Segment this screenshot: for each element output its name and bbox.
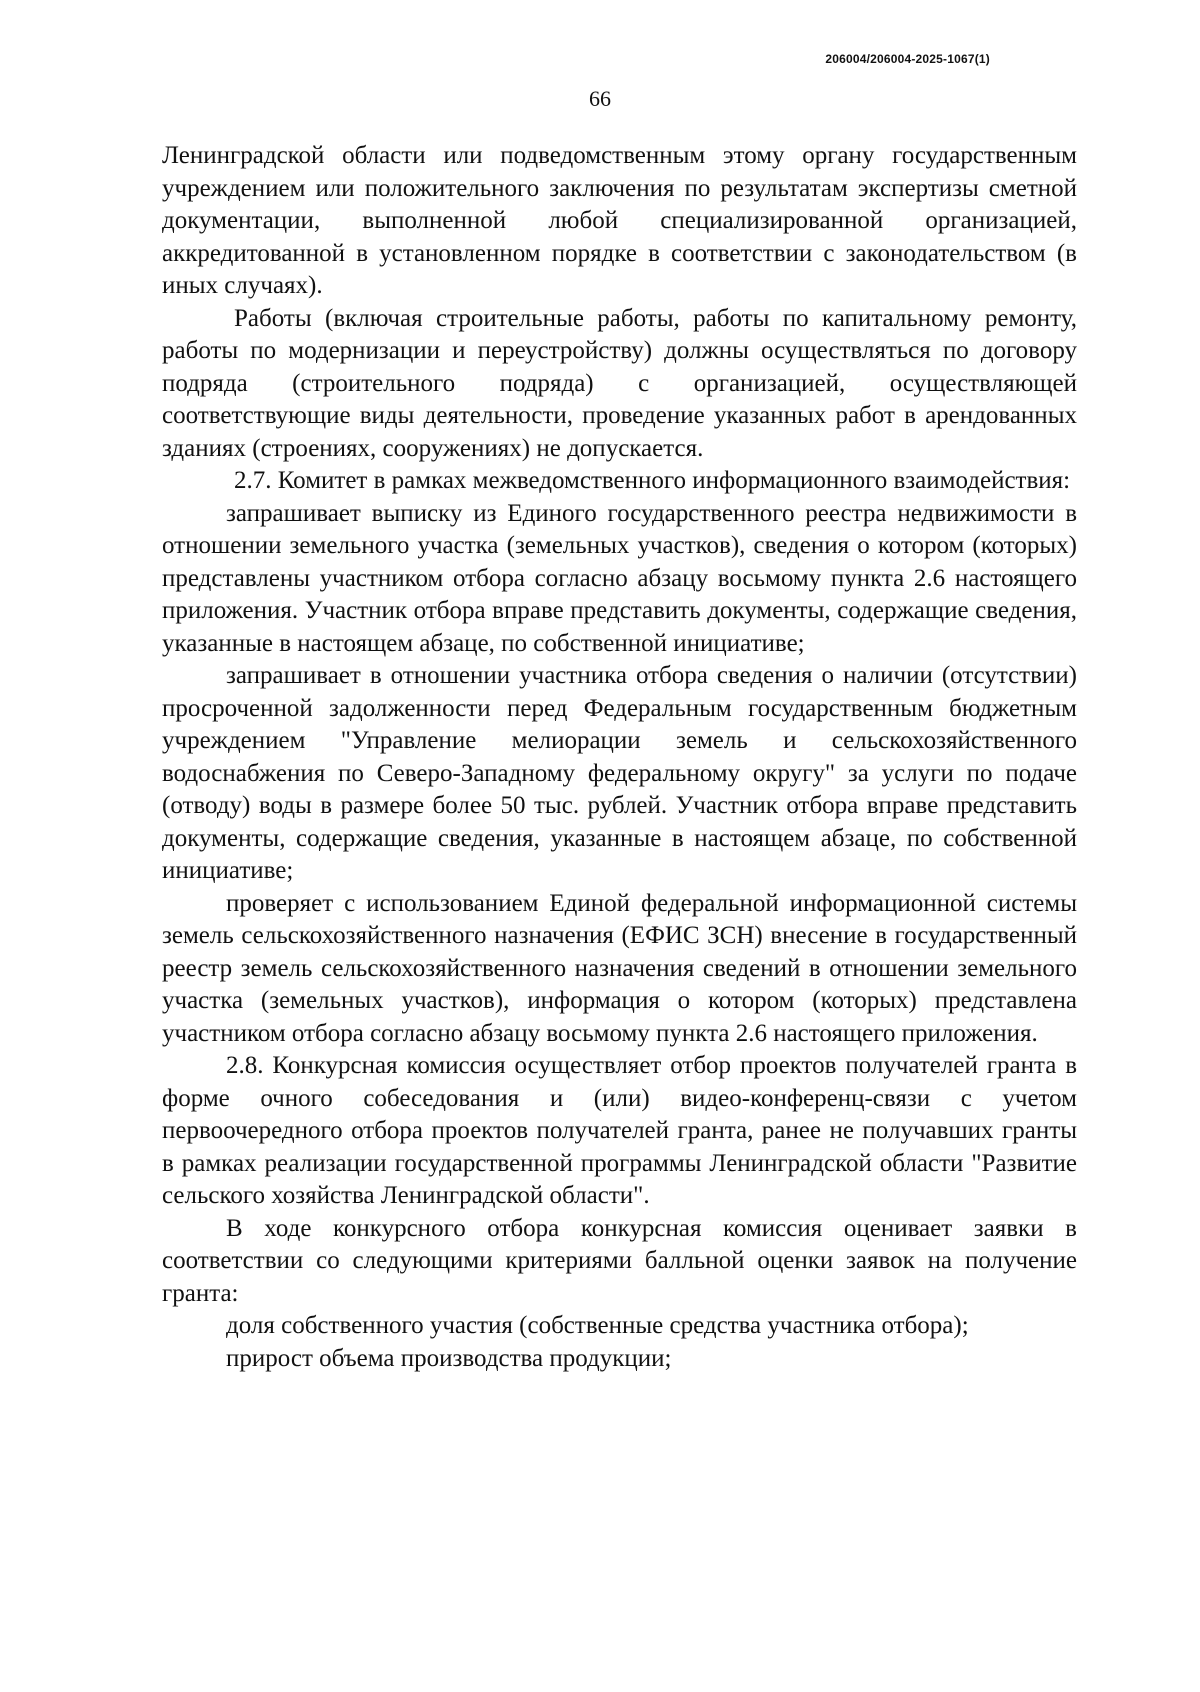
paragraph-2-7: 2.7. Комитет в рамках межведомственного информационного взаимодействия: (234, 467, 1071, 494)
paragraph-works: Работы (включая строительные работы, работы по капитальному ремонту, работы по модернизации и переустройству) должны осуществляться по договору подряда (строительного подряда) с организацией, осуществляющей соответствующие виды деятельности, проведение указанных работ в арендованных зданиях (строениях, сооружениях) не допускается. (162, 304, 1077, 462)
document-body (162, 140, 1077, 1375)
paragraph-continuation: Ленинградской области или подведомственным этому органу государственным учреждением или положительного заключения по результатам экспертизы сметной документации, выполненной любой специализированной организацией, аккредитованной в установленном порядке в соответствии с законодательством (в иных случаях). (162, 142, 1077, 299)
paragraph-2-8: 2.8. Конкурсная комиссия осуществляет отбор проектов получателей гранта в форме очного собеседования и (или) видео-конференц-связи с учетом первоочередного отбора проектов получателей гранта, ранее не получавших гранты в рамках реализации государственной программы Ленинградской области "Развитие сельского хозяйства Ленинградской области". (162, 1052, 1077, 1209)
paragraph-debt-request: запрашивает в отношении участника отбора сведения о наличии (отсутствии) просроченной задолженности перед Федеральным государственным бюджетным учреждением "Управление мелиорации земель и сельскохозяйственного водоснабжения по Северо-Западному федеральному округу" за услуги по подаче (отводу) воды в размере более 50 тыс. рублей. Участник отбора вправе представить документы, содержащие сведения, указанные в настоящем абзаце, по собственной инициативе; (162, 662, 1077, 884)
paragraph-efis-check: проверяет с использованием Единой федеральной информационной системы земель сельскохозяйственного назначения (ЕФИС ЗСН) внесение в государственный реестр земель сельскохозяйственного назначения сведений в отношении земельного участка (земельных участков), информация о котором (которых) представлена участником отбора согласно абзацу восьмому пункта 2.6 настоящего приложения. (162, 889, 1077, 1047)
document-id: 206004/206004-2025-1067(1) (825, 52, 990, 66)
criterion-production-growth: прирост объема производства продукции; (226, 1344, 672, 1372)
criterion-own-share: доля собственного участия (собственные средства участника отбора); (226, 1312, 969, 1339)
page-number: 66 (589, 86, 611, 111)
paragraph-criteria-intro: В ходе конкурсного отбора конкурсная комиссия оценивает заявки в соответствии со следующими критериями балльной оценки заявок на получение гранта: (162, 1214, 1077, 1307)
paragraph-egrn-request: запрашивает выписку из Единого государственного реестра недвижимости в отношении земельного участка (земельных участков), сведения о котором (которых) представлены участником отбора согласно абзацу восьмому пункта 2.6 настоящего приложения. Участник отбора вправе представить документы, содержащие сведения, указанные в настоящем абзаце, по собственной инициативе; (162, 499, 1077, 657)
